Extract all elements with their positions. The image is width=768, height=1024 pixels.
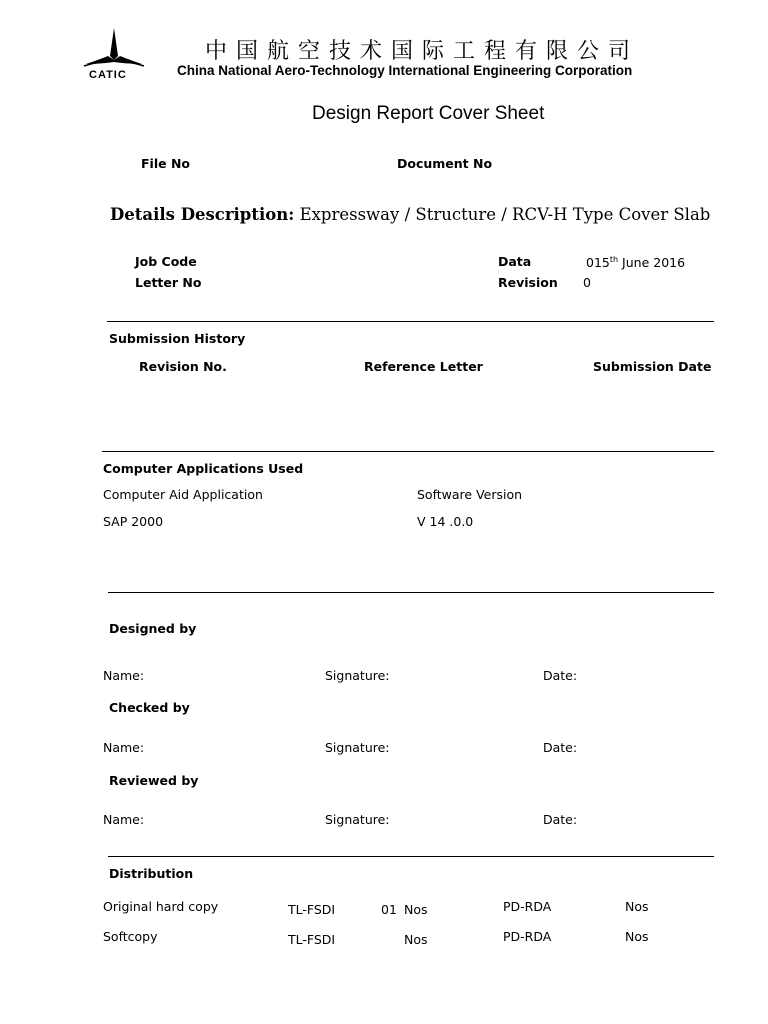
dist-dest1: TL-FSDI	[288, 902, 336, 917]
dist-dest2: PD-RDA	[503, 929, 552, 944]
software-version-label: Software Version	[417, 487, 523, 502]
checked-name-label: Name:	[103, 740, 145, 755]
dist-type: Softcopy	[103, 929, 158, 944]
checked-signature-label: Signature:	[325, 740, 390, 755]
dist-unit2: Nos	[625, 899, 649, 914]
dist-unit1: Nos	[404, 902, 428, 917]
distribution-heading: Distribution	[109, 866, 194, 881]
details-label: Details Description:	[110, 205, 295, 224]
col-reference-letter: Reference Letter	[364, 359, 483, 374]
date-month-year: June 2016	[618, 255, 686, 270]
reviewed-by-heading: Reviewed by	[109, 773, 199, 788]
software-version-value: V 14 .0.0	[417, 514, 474, 529]
divider	[108, 856, 714, 857]
designed-by-heading: Designed by	[109, 621, 197, 636]
dist-unit2: Nos	[625, 929, 649, 944]
computer-aid-application-label: Computer Aid Application	[103, 487, 263, 502]
divider	[102, 451, 714, 452]
date-value	[586, 255, 685, 270]
job-code-label: Job Code	[135, 254, 197, 269]
details-value: Expressway / Structure / RCV-H Type Cover Slab	[299, 205, 711, 224]
dist-qty1: 01	[381, 902, 397, 917]
dist-dest1: TL-FSDI	[288, 932, 336, 947]
date-day: 015	[586, 255, 610, 270]
checked-date-label: Date:	[543, 740, 578, 755]
company-name-english: China National Aero-Technology International Engineering Corporation	[177, 63, 633, 78]
document-no-label: Document No	[397, 156, 493, 171]
checked-by-heading: Checked by	[109, 700, 190, 715]
revision-label: Revision	[498, 275, 558, 290]
reviewed-name-label: Name:	[103, 812, 145, 827]
date-suffix: th	[609, 254, 619, 264]
divider	[108, 592, 714, 593]
divider	[107, 321, 714, 322]
data-label: Data	[498, 254, 532, 269]
reviewed-date-label: Date:	[543, 812, 578, 827]
designed-name-label: Name:	[103, 668, 145, 683]
dist-type: Original hard copy	[103, 899, 219, 914]
dist-unit1: Nos	[404, 932, 428, 947]
page-title: Design Report Cover Sheet	[312, 103, 545, 124]
designed-date-label: Date:	[543, 668, 578, 683]
reviewed-signature-label: Signature:	[325, 812, 390, 827]
file-no-label: File No	[141, 156, 190, 171]
dist-dest2: PD-RDA	[503, 899, 552, 914]
details-description	[110, 205, 710, 224]
computer-applications-heading: Computer Applications Used	[103, 461, 304, 476]
logo-text: CATIC	[89, 69, 127, 81]
col-submission-date: Submission Date	[593, 359, 712, 374]
revision-value: 0	[583, 275, 591, 290]
application-name: SAP 2000	[103, 514, 164, 529]
col-revision-no: Revision No.	[139, 359, 227, 374]
company-name-chinese: 中国航空技术国际工程有限公司	[205, 39, 640, 64]
submission-history-heading: Submission History	[109, 331, 246, 346]
letter-no-label: Letter No	[135, 275, 202, 290]
company-logo	[80, 26, 148, 86]
designed-signature-label: Signature:	[325, 668, 390, 683]
